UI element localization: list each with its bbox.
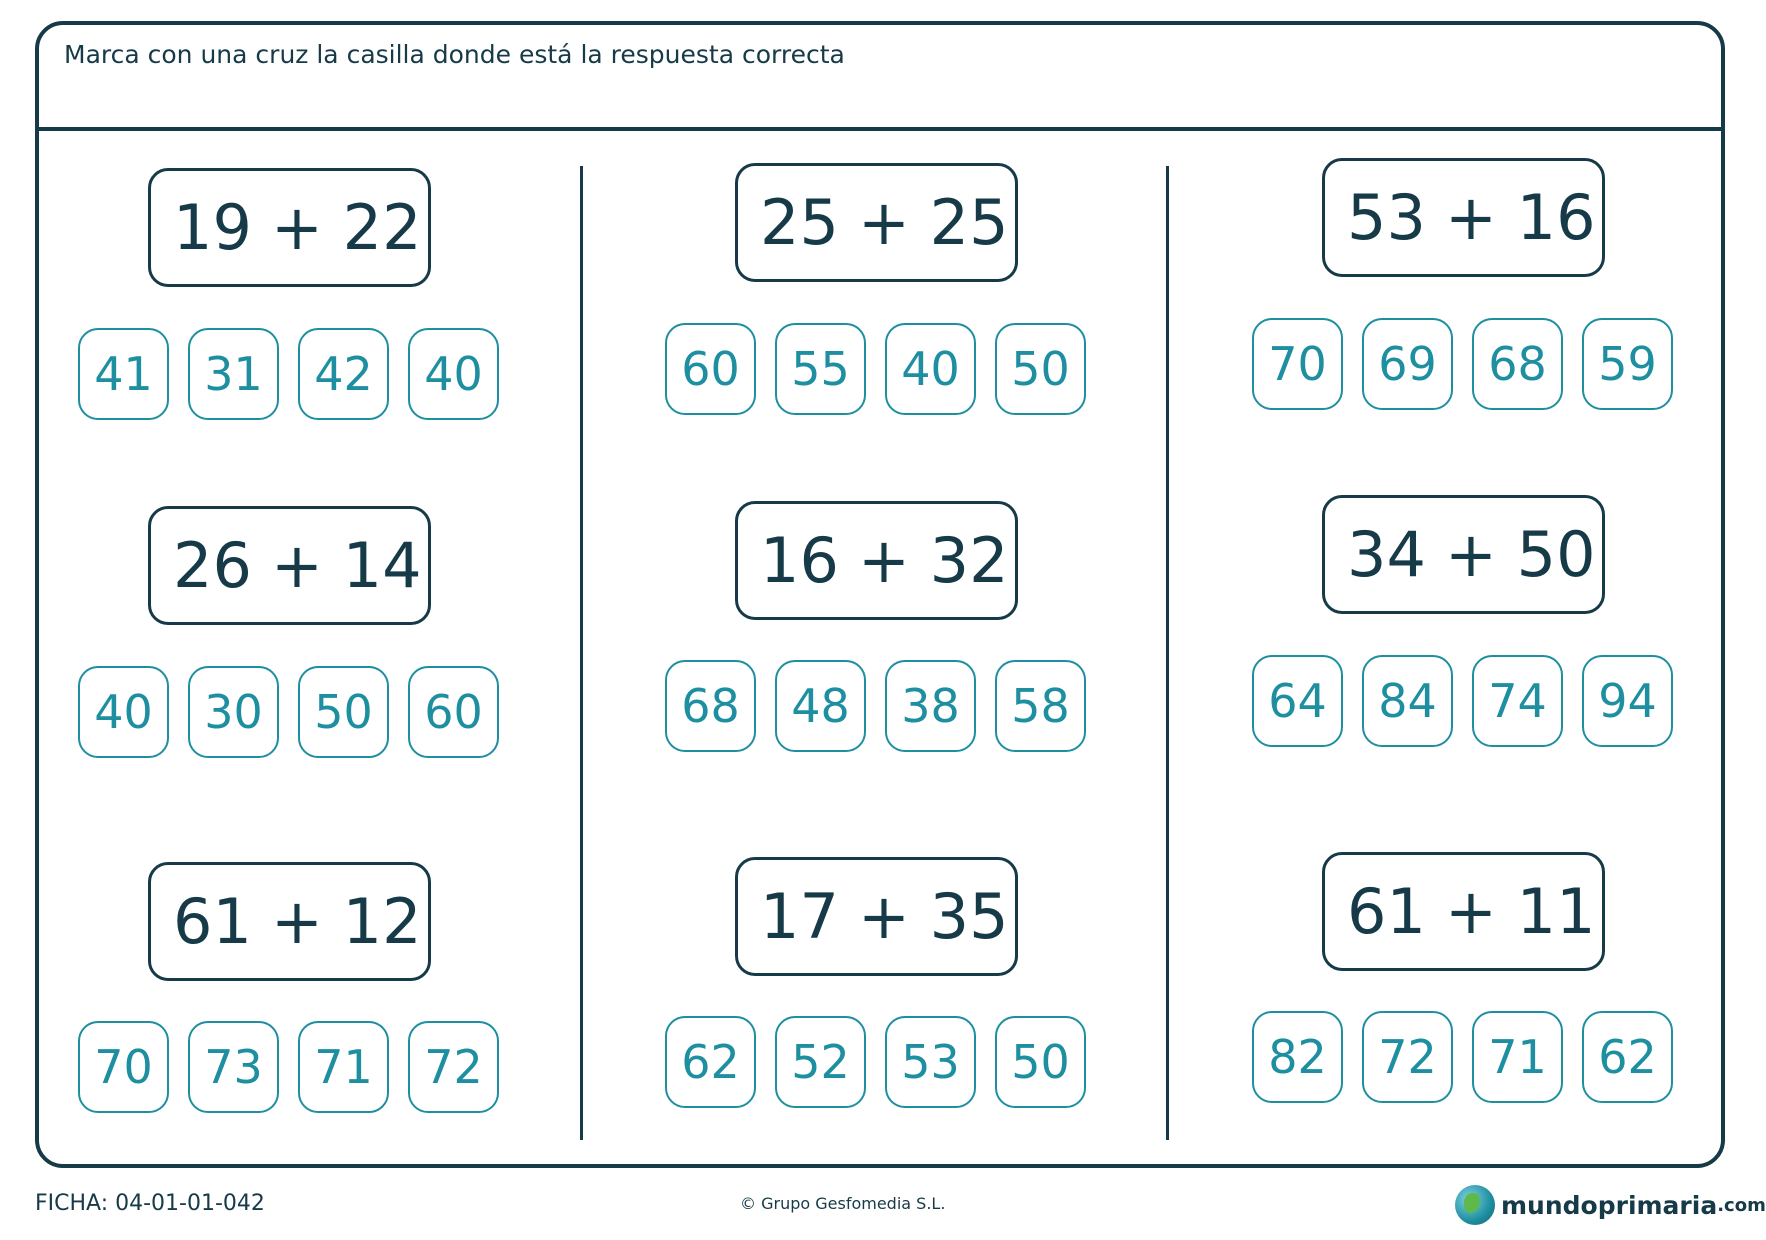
addend-2: + 25 — [858, 186, 1009, 259]
addend-1: 17 — [760, 880, 839, 953]
choice-group — [78, 666, 508, 758]
addend-2: + 16 — [1445, 181, 1596, 254]
addend-2: + 32 — [858, 524, 1009, 597]
addend-2: + 35 — [858, 880, 1009, 953]
addend-1: 53 — [1347, 181, 1426, 254]
answer-choice[interactable]: 69 — [1362, 318, 1453, 410]
addend-2: + 22 — [271, 191, 422, 264]
addend-2: + 14 — [271, 529, 422, 602]
problem-box — [735, 857, 1018, 976]
problem-box — [1322, 158, 1605, 277]
answer-choice[interactable]: 74 — [1472, 655, 1563, 747]
choice-group — [1252, 1011, 1682, 1103]
answer-choice[interactable]: 40 — [885, 323, 976, 415]
answer-choice[interactable]: 82 — [1252, 1011, 1343, 1103]
answer-choice[interactable]: 72 — [1362, 1011, 1453, 1103]
answer-choice[interactable]: 40 — [408, 328, 499, 420]
answer-choice[interactable]: 84 — [1362, 655, 1453, 747]
addend-2: + 50 — [1445, 518, 1596, 591]
problem-box — [1322, 495, 1605, 614]
addend-1: 34 — [1347, 518, 1426, 591]
answer-choice[interactable]: 42 — [298, 328, 389, 420]
answer-choice[interactable]: 48 — [775, 660, 866, 752]
answer-choice[interactable]: 58 — [995, 660, 1086, 752]
choice-group — [665, 1016, 1095, 1108]
mundoprimaria-logo[interactable] — [1455, 1183, 1766, 1227]
answer-choice[interactable]: 62 — [665, 1016, 756, 1108]
answer-choice[interactable]: 72 — [408, 1021, 499, 1113]
choice-group — [665, 323, 1095, 415]
answer-choice[interactable]: 50 — [995, 1016, 1086, 1108]
logo-suffix: .com — [1717, 1194, 1766, 1216]
choice-group — [78, 328, 508, 420]
answer-choice[interactable]: 52 — [775, 1016, 866, 1108]
answer-choice[interactable]: 50 — [995, 323, 1086, 415]
answer-choice[interactable]: 50 — [298, 666, 389, 758]
copyright-text: © Grupo Gesfomedia S.L. — [740, 1194, 946, 1213]
column-divider — [580, 166, 583, 1140]
choice-group — [665, 660, 1095, 752]
addend-1: 16 — [760, 524, 839, 597]
addend-2: + 12 — [271, 885, 422, 958]
addend-1: 19 — [173, 191, 252, 264]
answer-choice[interactable]: 40 — [78, 666, 169, 758]
choice-group — [1252, 318, 1682, 410]
answer-choice[interactable]: 53 — [885, 1016, 976, 1108]
column-divider — [1166, 166, 1169, 1140]
problem-box — [148, 168, 431, 287]
answer-choice[interactable]: 38 — [885, 660, 976, 752]
answer-choice[interactable]: 31 — [188, 328, 279, 420]
problem-box — [1322, 852, 1605, 971]
answer-choice[interactable]: 59 — [1582, 318, 1673, 410]
problem-box — [148, 506, 431, 625]
answer-choice[interactable]: 64 — [1252, 655, 1343, 747]
addend-1: 26 — [173, 529, 252, 602]
addend-1: 61 — [173, 885, 252, 958]
answer-choice[interactable]: 71 — [1472, 1011, 1563, 1103]
answer-choice[interactable]: 55 — [775, 323, 866, 415]
answer-choice[interactable]: 68 — [665, 660, 756, 752]
answer-choice[interactable]: 68 — [1472, 318, 1563, 410]
worksheet-code: FICHA: 04-01-01-042 — [35, 1191, 265, 1216]
answer-choice[interactable]: 41 — [78, 328, 169, 420]
problem-box — [735, 163, 1018, 282]
addend-2: + 11 — [1445, 875, 1596, 948]
answer-choice[interactable]: 73 — [188, 1021, 279, 1113]
problem-box — [735, 501, 1018, 620]
addend-1: 61 — [1347, 875, 1426, 948]
answer-choice[interactable]: 60 — [665, 323, 756, 415]
addend-1: 25 — [760, 186, 839, 259]
instruction-text: Marca con una cruz la casilla donde está la respuesta correcta — [64, 40, 845, 69]
choice-group — [78, 1021, 508, 1113]
choice-group — [1252, 655, 1682, 747]
globe-icon — [1455, 1185, 1495, 1225]
answer-choice[interactable]: 94 — [1582, 655, 1673, 747]
header-divider — [35, 127, 1725, 131]
logo-text: mundoprimaria — [1501, 1190, 1718, 1220]
answer-choice[interactable]: 62 — [1582, 1011, 1673, 1103]
answer-choice[interactable]: 60 — [408, 666, 499, 758]
answer-choice[interactable]: 70 — [78, 1021, 169, 1113]
answer-choice[interactable]: 30 — [188, 666, 279, 758]
answer-choice[interactable]: 71 — [298, 1021, 389, 1113]
problem-box — [148, 862, 431, 981]
answer-choice[interactable]: 70 — [1252, 318, 1343, 410]
